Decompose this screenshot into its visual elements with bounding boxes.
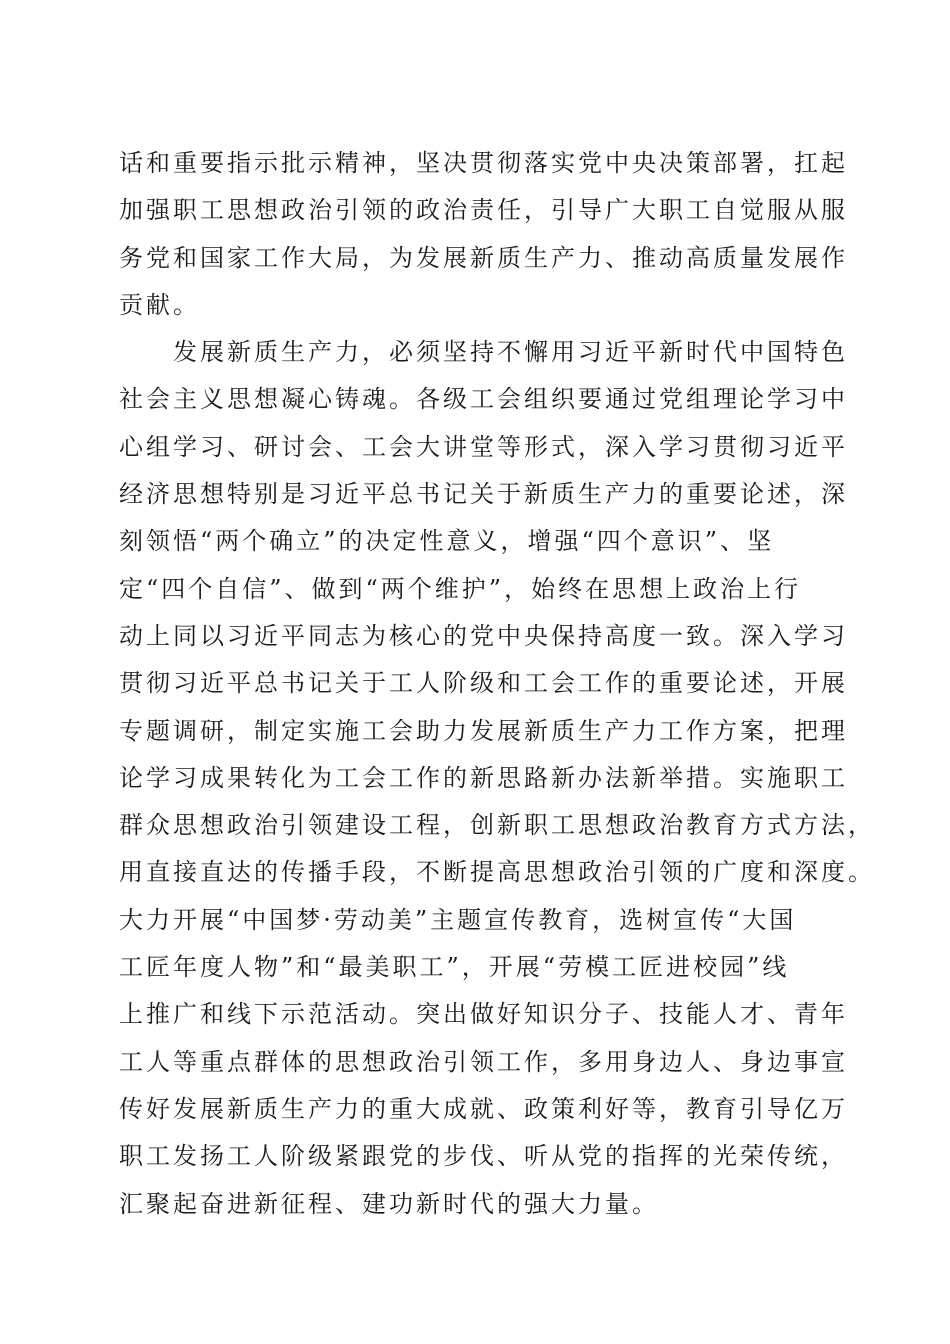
text-line: 论学习成果转化为工会工作的新思路新办法新举措。实施职工 [119,763,848,792]
paragraph-first-line: 发展新质生产力，必须坚持不懈用习近平新时代中国特色 [173,338,848,367]
body-text [119,140,875,1228]
text-line: 贯彻习近平总书记关于工人阶级和工会工作的重要论述，开展 [119,669,848,698]
text-line: 话和重要指示批示精神，坚决贯彻落实党中央决策部署，扛起 [119,149,848,177]
text-line: 刻领悟“两个确立”的决定性意义，增强“四个意识”、坚 [119,527,775,556]
text-line: 动上同以习近平同志为核心的党中央保持高度一致。深入学习 [119,621,848,650]
text-line: 加强职工思想政治引领的政治责任，引导广大职工自觉服从服 [119,196,848,225]
text-line: 传好发展新质生产力的重大成就、政策利好等，教育引导亿万 [119,1094,848,1123]
text-line: 群众思想政治引领建设工程，创新职工思想政治教育方式方法， [119,811,875,840]
text-line: 社会主义思想凝心铸魂。各级工会组织要通过党组理论学习中 [119,385,848,414]
text-line: 经济思想特别是习近平总书记关于新质生产力的重要论述，深 [119,480,848,509]
text-line: 贡献。 [119,290,200,319]
text-line: 心组学习、研讨会、工会大讲堂等形式，深入学习贯彻习近平 [119,432,848,461]
text-line: 专题调研，制定实施工会助力发展新质生产力工作方案，把理 [119,716,848,745]
text-line: 工人等重点群体的思想政治引领工作，多用身边人、身边事宣 [119,1047,848,1076]
text-line: 职工发扬工人阶级紧跟党的步伐、听从党的指挥的光荣传统， [119,1142,848,1171]
text-line: 大力开展“中国梦·劳动美”主题宣传教育，选树宣传“大国 [119,905,797,934]
text-line: 用直接直达的传播手段，不断提高思想政治引领的广度和深度。 [119,858,875,887]
text-line: 上推广和线下示范活动。突出做好知识分子、技能人才、青年 [119,1000,848,1029]
text-line: 工匠年度人物”和“最美职工”，开展“劳模工匠进校园”线 [119,953,790,982]
text-line: 务党和国家工作大局，为发展新质生产力、推动高质量发展作 [119,243,848,272]
text-line: 定“四个自信”、做到“两个维护”，始终在思想上政治上行 [119,574,802,603]
text-line: 汇聚起奋进新征程、建功新时代的强大力量。 [119,1189,659,1218]
